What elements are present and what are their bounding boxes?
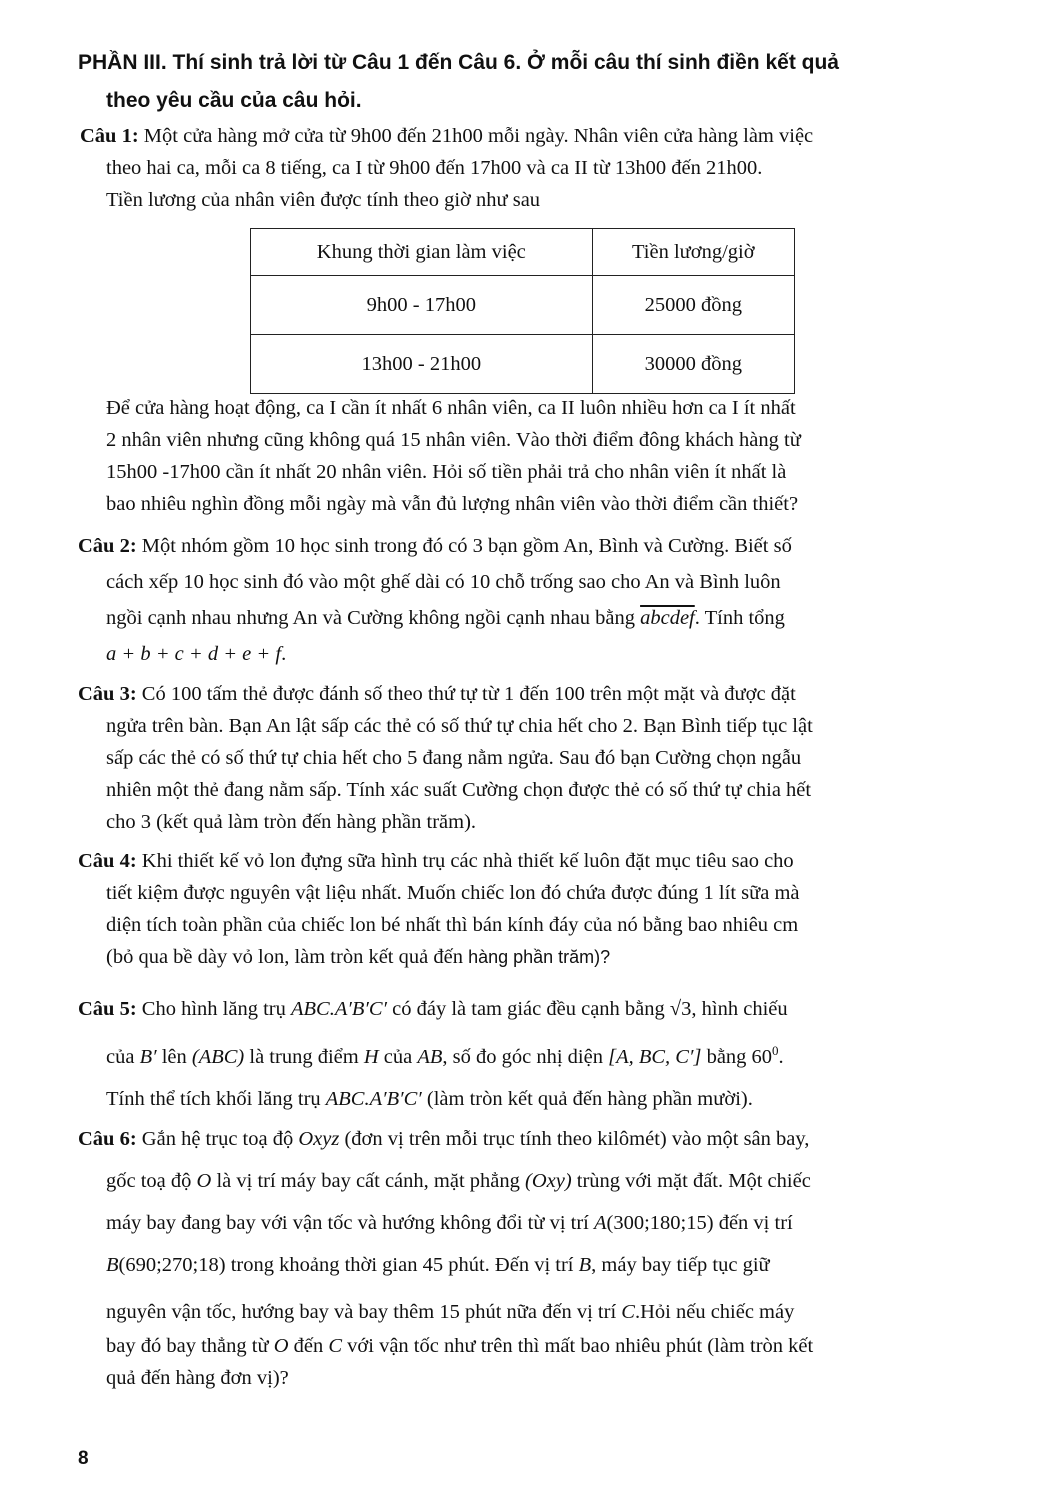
wage-table-cell-wage: 25000 đồng — [592, 276, 794, 335]
question-1-line-2: theo hai ca, mỗi ca 8 tiếng, ca I từ 9h00 đến 17h00 và ca II từ 13h00 đến 21h00. — [106, 157, 763, 179]
prism-name: ABC.A′B′C′ — [325, 1087, 422, 1110]
question-6-text: (690;270;18) trong khoảng thời gian 45 phút. Đến vị trí — [118, 1254, 579, 1276]
question-6-text: trùng với mặt đất. Một chiếc — [571, 1170, 811, 1192]
section-header-line-2: theo yêu cầu của câu hỏi. — [106, 89, 362, 112]
question-6-text: là vị trí máy bay cất cánh, mặt phẳng — [211, 1170, 525, 1192]
question-5-text: lên — [156, 1045, 192, 1068]
question-2-label: Câu 2: — [78, 535, 137, 557]
prism-name: ABC.A′B′C′ — [290, 998, 387, 1020]
point-c: C — [328, 1335, 343, 1357]
wage-table-cell-time: 13h00 - 21h00 — [251, 335, 593, 394]
dihedral-angle: [A, BC, C′] — [608, 1045, 702, 1068]
question-6-text: bay đó bay thẳng từ — [106, 1335, 274, 1357]
question-2-line-3-end: . Tính tổng — [694, 607, 785, 629]
question-6-text: , máy bay tiếp tục giữ — [591, 1254, 770, 1276]
sum-expression: a + b + c + d + e + f — [106, 643, 282, 665]
point-o: O — [273, 1335, 289, 1357]
question-4-line: (bỏ qua bề dày vỏ lon, làm tròn kết quả đến — [106, 946, 469, 968]
question-5-text: . — [778, 1045, 784, 1068]
question-1-body — [106, 392, 1021, 520]
section-header — [78, 44, 1018, 120]
section-header-line-1: PHẦN III. Thí sinh trả lời từ Câu 1 đến Câu 6. Ở mỗi câu thí sinh điền kết quả — [78, 51, 839, 74]
question-5-text: , số đo góc nhị diện — [442, 1045, 609, 1068]
question-1-line-1: Một cửa hàng mở cửa từ 9h00 đến 21h00 mỗi ngày. Nhân viên cửa hàng làm việc — [138, 125, 814, 147]
question-4-line: diện tích toàn phần của chiếc lon bé nhất thì bán kính đáy của nó bằng bao nhiêu cm — [106, 914, 799, 936]
question-4-label: Câu 4: — [78, 850, 137, 872]
number-abcdef: abcdef — [640, 607, 695, 629]
question-1-paragraph-line: bao nhiêu nghìn đồng mỗi ngày mà vẫn đủ lượng nhân viên vào thời điểm cần thiết? — [106, 493, 799, 515]
point-b: B — [578, 1254, 592, 1276]
question-1-label: Câu 1: — [80, 125, 139, 147]
point-a: A — [594, 1212, 607, 1234]
point-h: H — [363, 1045, 379, 1068]
sum-expression-end: . — [281, 643, 287, 665]
question-4-line-end: hàng phần trăm)? — [468, 947, 611, 967]
wage-table — [250, 228, 795, 394]
wage-table-cell-wage: 30000 đồng — [592, 335, 794, 394]
question-5 — [78, 988, 1028, 1120]
question-2-line-3: ngồi cạnh nhau nhưng An và Cường không ngồi cạnh nhau bằng — [106, 607, 641, 629]
question-6 — [78, 1118, 1028, 1394]
point-b: B — [106, 1254, 119, 1276]
question-3-line: nhiên một thẻ đang nằm sấp. Tính xác suất Cường chọn được thẻ có số thứ tự chia hết — [106, 779, 812, 801]
question-6-text: .Hỏi nếu chiếc máy — [634, 1301, 795, 1323]
segment-ab: AB — [417, 1045, 443, 1068]
question-1-paragraph-line: 15h00 -17h00 cần ít nhất 20 nhân viên. Hỏi số tiền phải trả cho nhân viên ít nhất là — [106, 461, 787, 483]
question-6-text: Gắn hệ trục toạ độ — [136, 1128, 299, 1150]
point-c: C — [621, 1301, 635, 1323]
question-6-text: máy bay đang bay với vận tốc và hướng không đổi từ vị trí — [106, 1212, 594, 1234]
question-2 — [78, 528, 1028, 672]
question-5-text: bằng 60 — [701, 1045, 773, 1068]
question-4-line-1: Khi thiết kế vỏ lon đựng sữa hình trụ các nhà thiết kế luôn đặt mục tiêu sao cho — [136, 850, 794, 872]
question-5-text: Tính thể tích khối lăng trụ — [106, 1087, 326, 1110]
wage-table-row — [251, 276, 795, 335]
question-6-text: gốc toạ độ — [106, 1170, 197, 1192]
question-6-label: Câu 6: — [78, 1128, 137, 1150]
question-3-line: cho 3 (kết quả làm tròn đến hàng phần trăm). — [106, 811, 477, 833]
degree-mark: 0 — [772, 1043, 779, 1058]
sqrt-three: √3 — [669, 998, 692, 1020]
question-5-text: có đáy là tam giác đều cạnh bằng — [387, 998, 670, 1020]
coordinate-system: Oxyz — [298, 1128, 340, 1150]
plane-abc: (ABC) — [191, 1045, 245, 1068]
question-5-text: của — [106, 1045, 140, 1068]
question-6-text: (đơn vị trên mỗi trục tính theo kilômét) vào một sân bay, — [339, 1128, 810, 1150]
question-5-text: Cho hình lăng trụ — [136, 998, 291, 1020]
page-number: 8 — [78, 1448, 89, 1469]
question-3-label: Câu 3: — [78, 683, 137, 705]
question-4 — [78, 845, 1028, 973]
question-6-text: đến — [288, 1335, 329, 1357]
question-6-text: nguyên vận tốc, hướng bay và bay thêm 15 phút nữa đến vị trí — [106, 1301, 622, 1323]
wage-table-row — [251, 335, 795, 394]
question-1-line-3: Tiền lương của nhân viên được tính theo giờ như sau — [106, 189, 541, 211]
question-5-text: của — [378, 1045, 418, 1068]
wage-table-header-row — [251, 229, 795, 276]
question-5-label: Câu 5: — [78, 998, 137, 1020]
question-6-text: quả đến hàng đơn vị)? — [106, 1367, 289, 1389]
question-2-line-2: cách xếp 10 học sinh đó vào một ghế dài có 10 chỗ trống sao cho An và Bình luôn — [106, 571, 781, 593]
plane-oxy: (Oxy) — [525, 1170, 572, 1192]
point-o: O — [196, 1170, 212, 1192]
point-b-prime: B′ — [139, 1045, 157, 1068]
wage-table-header-time: Khung thời gian làm việc — [251, 229, 593, 276]
question-1-paragraph-line: Để cửa hàng hoạt động, ca I cần ít nhất 6 nhân viên, ca II luôn nhiều hơn ca I ít nhất — [106, 397, 796, 419]
question-1-paragraph-line: 2 nhân viên nhưng cũng không quá 15 nhân viên. Vào thời điểm đông khách hàng từ — [106, 429, 801, 451]
question-3 — [78, 678, 1028, 838]
question-6-text: với vận tốc như trên thì mất bao nhiêu phút (làm tròn kết — [342, 1335, 814, 1357]
wage-table-cell-time: 9h00 - 17h00 — [251, 276, 593, 335]
question-2-line-1: Một nhóm gồm 10 học sinh trong đó có 3 bạn gồm An, Bình và Cường. Biết số — [136, 535, 792, 557]
question-4-line: tiết kiệm được nguyên vật liệu nhất. Muốn chiếc lon đó chứa được đúng 1 lít sữa mà — [106, 882, 800, 904]
question-1 — [80, 120, 1030, 216]
question-5-text: , hình chiếu — [691, 998, 788, 1020]
question-5-text: (làm tròn kết quả đến hàng phần mười). — [421, 1087, 753, 1110]
question-6-text: (300;180;15) đến vị trí — [606, 1212, 793, 1234]
wage-table-header-wage: Tiền lương/giờ — [592, 229, 794, 276]
question-3-line-1: Có 100 tấm thẻ được đánh số theo thứ tự từ 1 đến 100 trên một mặt và được đặt — [136, 683, 796, 705]
question-3-line: sấp các thẻ có số thứ tự chia hết cho 5 đang nằm ngửa. Sau đó bạn Cường chọn ngẫu — [106, 747, 802, 769]
question-3-line: ngửa trên bàn. Bạn An lật sấp các thẻ có số thứ tự chia hết cho 2. Bạn Bình tiếp tục lật — [106, 715, 813, 737]
question-5-text: là trung điểm — [244, 1045, 364, 1068]
